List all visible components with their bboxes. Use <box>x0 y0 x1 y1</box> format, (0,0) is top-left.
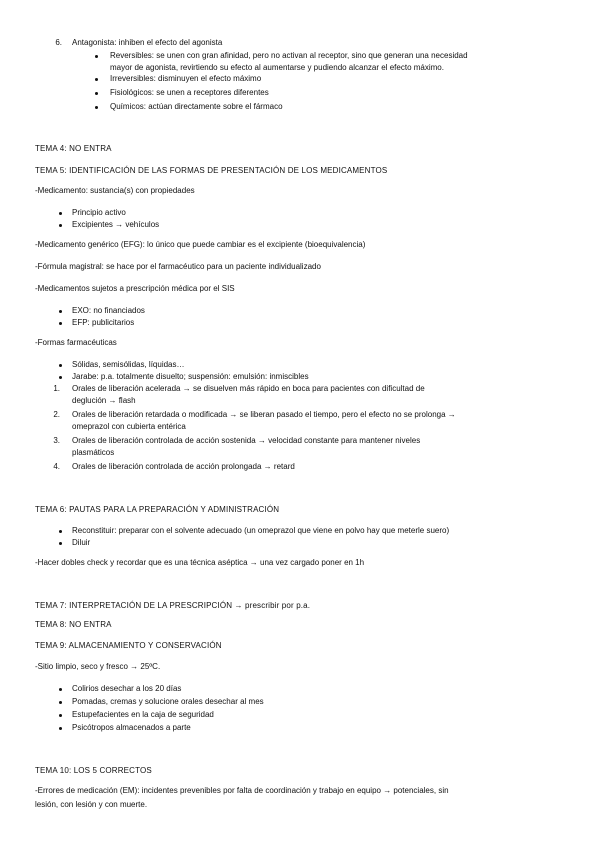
list-item: Orales de liberación acelerada → se disuelven más rápido en boca para pacientes con dificultad de <box>72 384 425 393</box>
bullet <box>59 212 62 215</box>
section-title: TEMA 6: PAUTAS PARA LA PREPARACIÓN Y ADMINISTRACIÓN <box>35 505 280 514</box>
bullet <box>59 376 62 379</box>
paragraph-continuation: lesión, con lesión y con muerte. <box>35 800 148 809</box>
paragraph: -Sitio limpio, seco y fresco → 25ºC. <box>35 662 161 671</box>
bullet <box>59 530 62 533</box>
list-item: Pomadas, cremas y solucione orales desechar al mes <box>72 697 264 706</box>
list-item: Orales de liberación controlada de acción sostenida → velocidad constante para mantener niveles <box>72 436 421 445</box>
bullet <box>59 310 62 313</box>
paragraph: -Medicamento: sustancia(s) con propiedades <box>35 186 195 195</box>
list-item: Estupefacientes en la caja de seguridad <box>72 710 214 719</box>
bullet <box>59 364 62 367</box>
section-title: TEMA 8: NO ENTRA <box>35 620 112 629</box>
section-title: TEMA 7: INTERPRETACIÓN DE LA PRESCRIPCIÓN → prescribir por p.a. <box>35 601 311 610</box>
list-item-continuation: deglución → flash <box>72 396 136 405</box>
list-item: Orales de liberación retardada o modificada → se liberan pasado el tiempo, pero el efecto no se prolonga → <box>72 410 456 419</box>
list-item-continuation: plasmáticos <box>72 448 115 457</box>
list-item: EFP: publicitarios <box>72 318 135 327</box>
list-item: EXO: no financiados <box>72 306 145 315</box>
paragraph: -Medicamento genérico (EFG): lo único que puede cambiar es el excipiente (bioequivalencia) <box>35 240 366 249</box>
bullet <box>95 78 98 81</box>
antagonista-heading: Antagonista: inhiben el efecto del agonista <box>72 38 223 47</box>
section-title: TEMA 4: NO ENTRA <box>35 144 112 153</box>
list-number: 6. <box>55 38 62 47</box>
bullet <box>59 224 62 227</box>
list-number: 1. <box>53 384 60 393</box>
bullet <box>95 55 98 58</box>
bullet <box>59 542 62 545</box>
list-item: Orales de liberación controlada de acción prolongada → retard <box>72 462 295 471</box>
section-title: TEMA 5: IDENTIFICACIÓN DE LAS FORMAS DE PRESENTACIÓN DE LOS MEDICAMENTOS <box>35 166 388 175</box>
section-title: TEMA 9: ALMACENAMIENTO Y CONSERVACIÓN <box>35 641 222 650</box>
list-item: Reconstituir: preparar con el solvente adecuado (un omeprazol que viene en polvo hay que meterle suero) <box>72 526 450 535</box>
bullet <box>59 688 62 691</box>
paragraph: -Fórmula magistral: se hace por el farmacéutico para un paciente individualizado <box>35 262 321 271</box>
list-item-continuation: mayor de agonista, revirtiendo su efecto al aumentarse y pudiendo alcanzar el efecto máximo. <box>110 63 444 72</box>
list-number: 3. <box>53 436 60 445</box>
section-title: TEMA 10: LOS 5 CORRECTOS <box>35 766 152 775</box>
bullet <box>95 106 98 109</box>
paragraph: -Errores de medicación (EM): incidentes prevenibles por falta de coordinación y trabajo en equipo → potenciales, sin <box>35 786 449 795</box>
bullet <box>59 727 62 730</box>
list-item: Psicótropos almacenados a parte <box>72 723 191 732</box>
list-item: Fisiológicos: se unen a receptores diferentes <box>110 88 269 97</box>
paragraph: -Hacer dobles check y recordar que es una técnica aséptica → una vez cargado poner en 1h <box>35 558 365 567</box>
bullet <box>59 714 62 717</box>
bullet <box>95 92 98 95</box>
list-item: Colirios desechar a los 20 días <box>72 684 182 693</box>
list-item: Químicos: actúan directamente sobre el fármaco <box>110 102 283 111</box>
paragraph: -Medicamentos sujetos a prescripción médica por el SIS <box>35 284 235 293</box>
list-item: Excipientes → vehículos <box>72 220 160 229</box>
list-item: Irreversibles: disminuyen el efecto máximo <box>110 74 262 83</box>
list-item: Diluir <box>72 538 91 547</box>
list-number: 2. <box>53 410 60 419</box>
paragraph: -Formas farmacéuticas <box>35 338 117 347</box>
bullet <box>59 701 62 704</box>
bullet <box>59 322 62 325</box>
list-item: Reversibles: se unen con gran afinidad, pero no activan al receptor, sino que generan una necesidad <box>110 51 468 60</box>
list-item: Sólidas, semisólidas, líquidas… <box>72 360 185 369</box>
list-item: Jarabe: p.a. totalmente disuelto; suspensión: emulsión: inmiscibles <box>72 372 309 381</box>
list-number: 4. <box>53 462 60 471</box>
list-item: Principio activo <box>72 208 126 217</box>
list-item-continuation: omeprazol con cubierta entérica <box>72 422 186 431</box>
